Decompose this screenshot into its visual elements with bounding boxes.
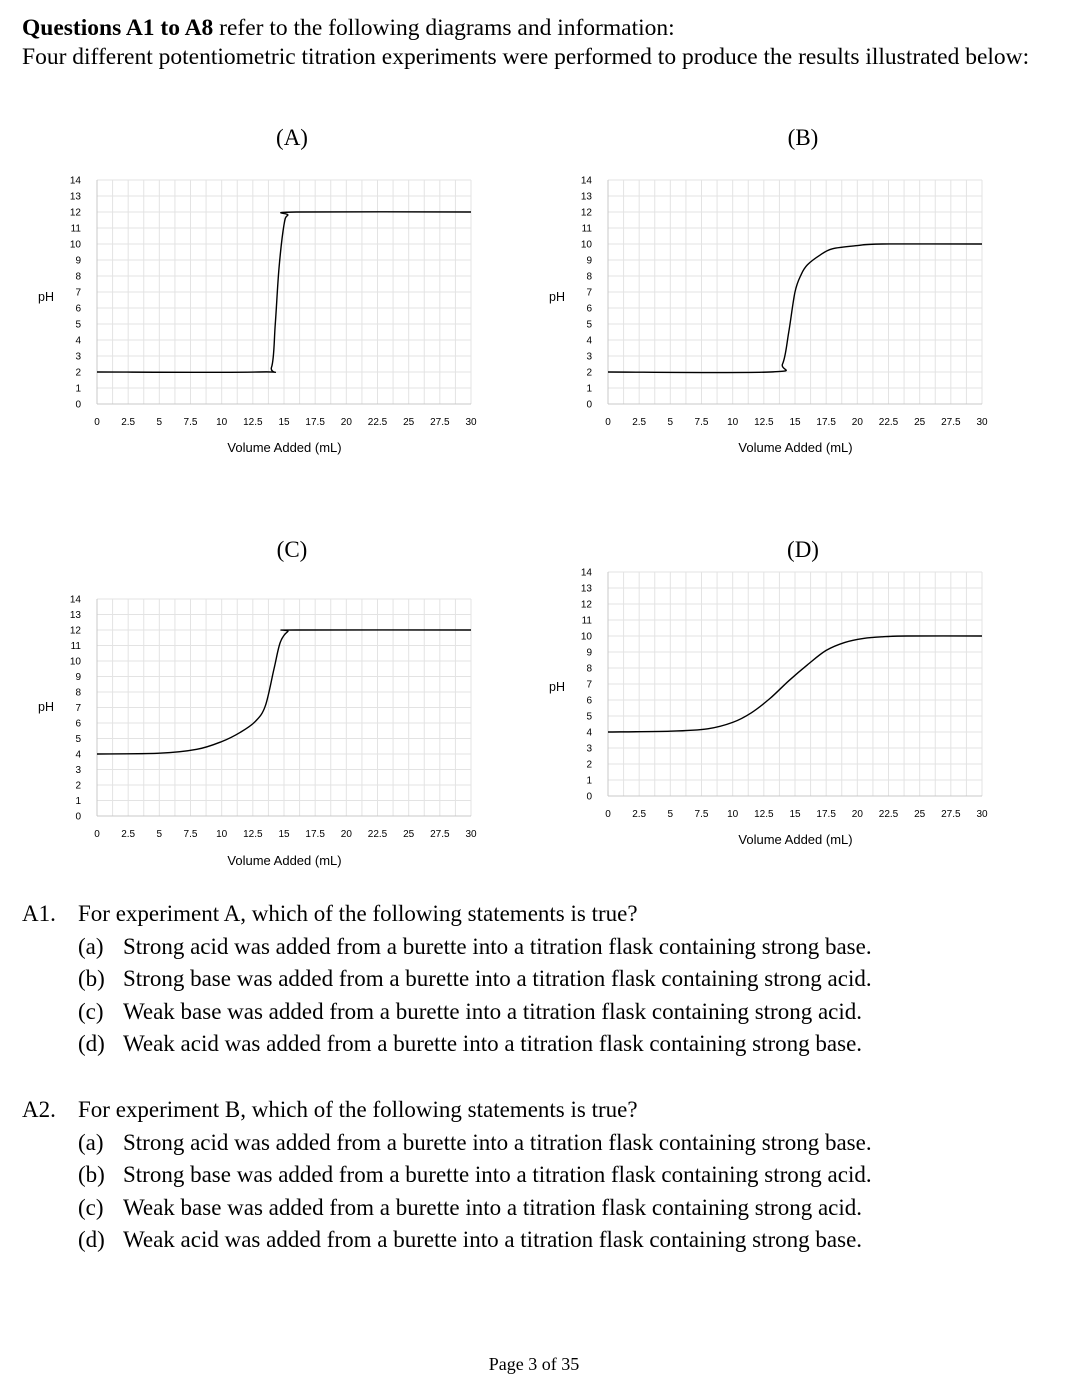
x-tick-label: 20 — [340, 829, 352, 840]
x-tick-label: 17.5 — [305, 417, 325, 428]
y-tick-label: 6 — [586, 695, 592, 707]
y-tick-label: 5 — [586, 319, 592, 331]
y-tick-label: 3 — [75, 351, 81, 363]
option-text: Strong base was added from a burette into a titration flask containing strong acid. — [123, 966, 872, 992]
y-tick-label: 3 — [75, 765, 81, 776]
x-tick-label: 10 — [727, 417, 739, 428]
question-a2 — [22, 1094, 1052, 1257]
y-tick-label: 13 — [580, 191, 592, 203]
x-axis-label: Volume Added (mL) — [227, 853, 342, 868]
y-tick-label: 3 — [586, 743, 592, 755]
question-text: For experiment A, which of the following statements is true? — [78, 901, 638, 926]
option-text: Strong base was added from a burette into a titration flask containing strong acid. — [123, 1162, 872, 1188]
y-tick-label: 12 — [580, 599, 592, 611]
x-tick-label: 27.5 — [430, 417, 450, 428]
chart-title: (A) — [276, 125, 308, 150]
y-tick-label: 7 — [75, 703, 81, 714]
y-tick-label: 12 — [69, 625, 81, 637]
option-text: Strong acid was added from a burette into a titration flask containing strong base. — [123, 1129, 872, 1155]
y-tick-label: 0 — [586, 791, 592, 803]
option-b — [22, 1159, 1052, 1192]
x-axis-label: Volume Added (mL) — [738, 832, 853, 847]
y-tick-label: 1 — [586, 775, 592, 787]
x-tick-label: 27.5 — [430, 829, 450, 840]
x-tick-label: 10 — [216, 417, 228, 428]
x-tick-label: 10 — [216, 829, 228, 840]
option-label: (d) — [78, 1227, 105, 1253]
chart-title: (C) — [276, 537, 308, 562]
y-tick-label: 0 — [75, 811, 81, 823]
option-label: (c) — [78, 1194, 104, 1220]
x-tick-label: 20 — [851, 417, 863, 428]
y-tick-label: 13 — [69, 191, 81, 203]
option-text: Weak acid was added from a burette into a titration flask containing strong base. — [123, 1031, 863, 1057]
intro-line-1 — [22, 14, 1052, 43]
y-axis-label: pH — [38, 700, 54, 714]
x-tick-label: 12.5 — [754, 417, 774, 428]
y-tick-label: 6 — [75, 303, 81, 315]
x-tick-label: 0 — [605, 417, 611, 428]
y-tick-label: 3 — [586, 351, 592, 363]
x-tick-label: 17.5 — [816, 417, 836, 428]
y-tick-label: 10 — [69, 239, 81, 251]
y-tick-label: 2 — [586, 759, 592, 771]
x-tick-label: 7.5 — [183, 417, 198, 428]
y-tick-label: 11 — [70, 641, 81, 652]
x-axis-label: Volume Added (mL) — [738, 440, 853, 455]
y-tick-label: 9 — [75, 255, 81, 267]
y-tick-label: 0 — [586, 399, 592, 411]
x-tick-label: 5 — [667, 417, 674, 428]
y-tick-label: 10 — [580, 631, 592, 643]
y-tick-label: 8 — [586, 663, 592, 675]
chart-title: (B) — [787, 125, 819, 150]
chart-b — [511, 120, 1051, 470]
x-tick-label: 2.5 — [632, 809, 647, 820]
y-tick-label: 6 — [75, 718, 81, 730]
y-tick-label: 8 — [75, 271, 81, 283]
x-tick-label: 15 — [278, 417, 290, 428]
y-tick-label: 4 — [586, 727, 592, 739]
y-tick-label: 13 — [69, 610, 81, 621]
x-tick-label: 22.5 — [878, 417, 899, 428]
option-label: (b) — [78, 1162, 105, 1188]
x-tick-label: 17.5 — [305, 829, 325, 840]
question-stem — [22, 1094, 1052, 1127]
y-tick-label: 14 — [580, 567, 592, 579]
option-label: (c) — [78, 998, 104, 1024]
question-number: A1. — [22, 901, 56, 926]
y-tick-label: 9 — [586, 255, 592, 267]
x-tick-label: 22.5 — [367, 417, 388, 428]
chart-plot — [511, 534, 1051, 884]
option-text: Weak base was added from a burette into a titration flask containing strong acid. — [123, 998, 863, 1024]
y-tick-label: 2 — [75, 780, 81, 792]
chart-a — [0, 120, 540, 470]
x-tick-label: 30 — [976, 809, 988, 820]
intro-heading-rest: refer to the following diagrams and information: — [213, 15, 675, 41]
option-label: (a) — [78, 1129, 104, 1155]
x-tick-label: 27.5 — [941, 809, 961, 820]
x-tick-label: 20 — [340, 417, 352, 428]
question-number: A2. — [22, 1097, 56, 1122]
y-tick-label: 8 — [75, 687, 81, 699]
option-label: (a) — [78, 933, 104, 959]
y-tick-label: 1 — [75, 383, 81, 395]
option-text: Weak acid was added from a burette into a titration flask containing strong base. — [123, 1227, 863, 1253]
option-c — [22, 1192, 1052, 1225]
x-tick-label: 20 — [851, 809, 863, 820]
intro-body: Four different potentiometric titration experiments were performed to produce the results illustrated below: — [22, 44, 1030, 70]
y-tick-label: 12 — [69, 207, 81, 219]
y-tick-label: 11 — [581, 223, 592, 235]
x-tick-label: 30 — [976, 417, 988, 428]
y-tick-label: 6 — [586, 303, 592, 315]
question-a1 — [22, 898, 1052, 1061]
x-tick-label: 25 — [914, 809, 926, 820]
chart-plot — [0, 534, 540, 884]
x-tick-label: 7.5 — [694, 809, 709, 820]
question-text: For experiment B, which of the following statements is true? — [78, 1097, 638, 1122]
chart-title: (D) — [787, 537, 819, 562]
option-d — [22, 1028, 1052, 1061]
y-tick-label: 4 — [586, 335, 592, 347]
x-tick-label: 5 — [667, 809, 674, 820]
x-axis-label: Volume Added (mL) — [227, 440, 342, 455]
y-tick-label: 7 — [586, 679, 592, 691]
y-tick-label: 10 — [69, 656, 81, 668]
x-tick-label: 22.5 — [367, 829, 388, 840]
y-tick-label: 13 — [580, 583, 592, 595]
x-tick-label: 7.5 — [694, 417, 709, 428]
x-tick-label: 0 — [605, 809, 611, 820]
x-tick-label: 25 — [403, 829, 415, 840]
option-label: (d) — [78, 1031, 105, 1057]
x-tick-label: 5 — [156, 417, 163, 428]
y-tick-label: 12 — [580, 207, 592, 219]
x-tick-label: 30 — [465, 417, 477, 428]
y-tick-label: 5 — [75, 734, 81, 745]
x-tick-label: 7.5 — [183, 829, 198, 840]
x-tick-label: 25 — [914, 417, 926, 428]
x-tick-label: 2.5 — [121, 829, 136, 840]
x-tick-label: 17.5 — [816, 809, 836, 820]
x-tick-label: 30 — [465, 829, 477, 840]
x-tick-label: 2.5 — [632, 417, 647, 428]
option-d — [22, 1224, 1052, 1257]
x-tick-label: 25 — [403, 417, 415, 428]
x-tick-label: 12.5 — [243, 417, 263, 428]
option-text: Weak base was added from a burette into a titration flask containing strong acid. — [123, 1194, 863, 1220]
x-tick-label: 22.5 — [878, 809, 899, 820]
y-tick-label: 14 — [69, 594, 81, 606]
y-tick-label: 7 — [75, 287, 81, 299]
y-tick-label: 14 — [580, 175, 592, 187]
y-tick-label: 9 — [75, 672, 81, 683]
y-tick-label: 11 — [581, 615, 592, 627]
option-label: (b) — [78, 966, 105, 992]
page-number: Page 3 of 35 — [488, 1354, 580, 1374]
y-axis-label: pH — [549, 680, 565, 694]
y-tick-label: 4 — [75, 749, 81, 761]
x-tick-label: 5 — [156, 829, 163, 840]
option-text: Strong acid was added from a burette into a titration flask containing strong base. — [123, 933, 872, 959]
option-a — [22, 931, 1052, 964]
intro-heading: Questions A1 to A8 — [22, 15, 214, 41]
option-c — [22, 996, 1052, 1029]
intro — [22, 14, 1052, 72]
y-tick-label: 5 — [586, 711, 592, 723]
x-tick-label: 12.5 — [243, 829, 263, 840]
option-a — [22, 1127, 1052, 1160]
y-tick-label: 8 — [586, 271, 592, 283]
y-tick-label: 1 — [75, 796, 81, 807]
y-tick-label: 1 — [586, 383, 592, 395]
y-tick-label: 5 — [75, 319, 81, 331]
x-tick-label: 12.5 — [754, 809, 774, 820]
x-tick-label: 0 — [94, 417, 100, 428]
question-stem — [22, 898, 1052, 931]
x-tick-label: 15 — [789, 417, 801, 428]
y-tick-label: 2 — [75, 367, 81, 379]
y-tick-label: 10 — [580, 239, 592, 251]
y-tick-label: 7 — [586, 287, 592, 299]
x-tick-label: 10 — [727, 809, 739, 820]
y-axis-label: pH — [38, 290, 54, 304]
x-tick-label: 15 — [278, 829, 290, 840]
x-tick-label: 15 — [789, 809, 801, 820]
chart-c — [0, 534, 540, 884]
y-tick-label: 4 — [75, 335, 81, 347]
y-tick-label: 11 — [70, 223, 81, 235]
y-tick-label: 2 — [586, 367, 592, 379]
x-tick-label: 0 — [94, 829, 100, 840]
y-axis-label: pH — [549, 290, 565, 304]
chart-plot — [0, 120, 540, 470]
chart-d — [511, 534, 1051, 884]
option-b — [22, 963, 1052, 996]
x-tick-label: 2.5 — [121, 417, 136, 428]
chart-plot — [511, 120, 1051, 470]
y-tick-label: 14 — [69, 175, 81, 187]
x-tick-label: 27.5 — [941, 417, 961, 428]
y-tick-label: 0 — [75, 399, 81, 411]
y-tick-label: 9 — [586, 647, 592, 659]
